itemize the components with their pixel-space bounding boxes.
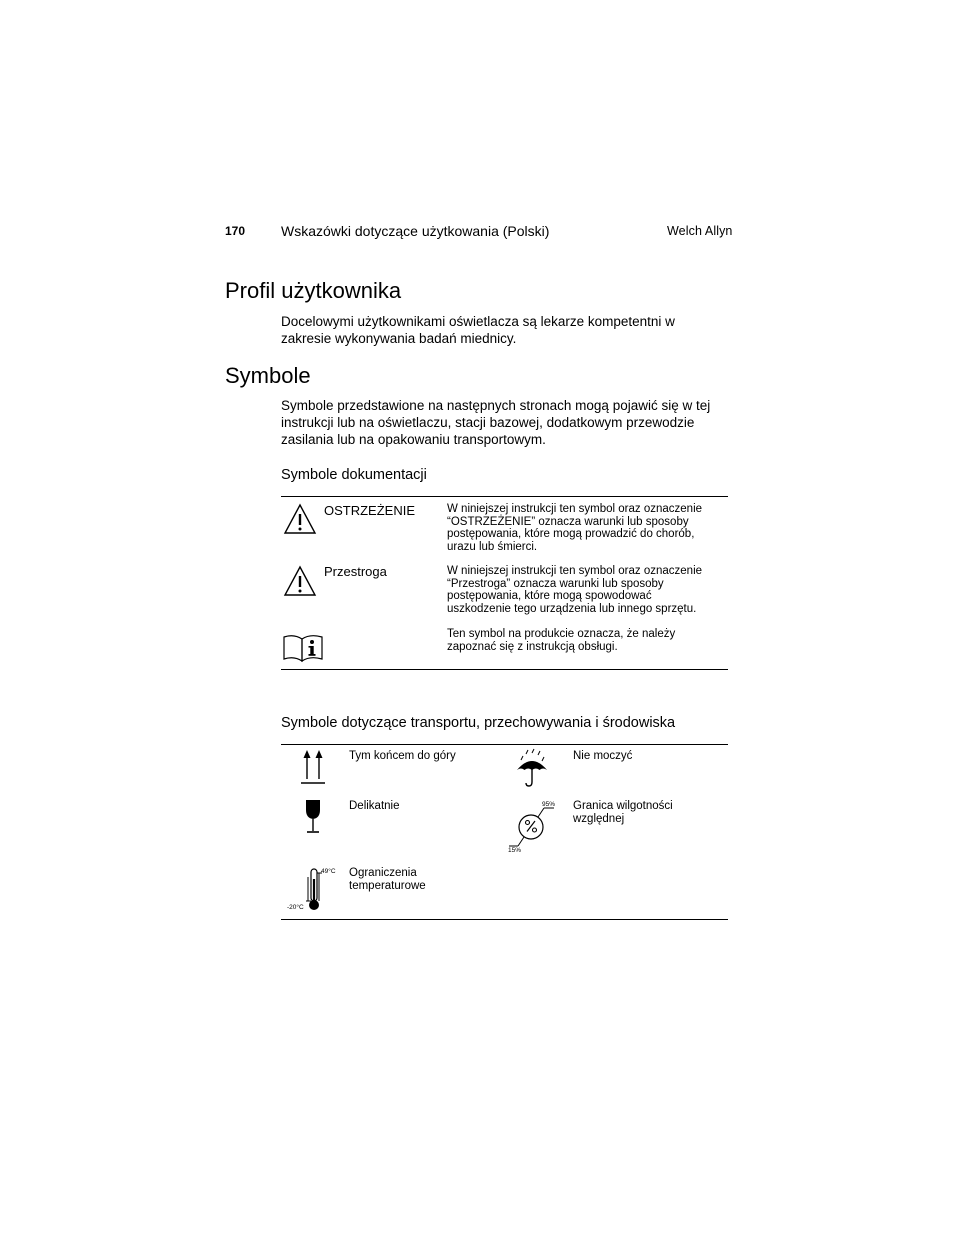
doc-desc-line: postępowania, które mogą spowodować — [447, 590, 652, 602]
keep-dry-umbrella-icon — [514, 748, 550, 788]
transport-label-line: Delikatnie — [349, 800, 400, 812]
transport-label-line: temperaturowe — [349, 879, 426, 892]
doc-row-label: Przestroga — [324, 564, 387, 579]
warning-triangle-icon — [283, 503, 317, 535]
doc-row-label: OSTRZEŻENIE — [324, 503, 416, 518]
transport-label-line: względnej — [573, 812, 625, 825]
profile-line: Docelowymi użytkownikami oświetlacza są lekarze kompetentni w — [281, 314, 675, 329]
transport-item-label — [349, 750, 456, 763]
profile-heading: Profil użytkownika — [225, 278, 402, 303]
caution-triangle-icon — [283, 565, 317, 597]
symbols-line: Symbole przedstawione na następnych stronach mogą pojawić się w tej — [281, 398, 711, 413]
transport-label-line: Granica wilgotności — [573, 800, 673, 812]
transport-item-label — [349, 867, 426, 892]
symbols-heading: Symbole — [225, 363, 311, 388]
doc-desc-line: W niniejszej instrukcji ten symbol oraz oznaczenie — [447, 503, 703, 515]
profile-paragraph — [281, 313, 731, 347]
doc-desc-line: Ten symbol na produkcie oznacza, że należy — [447, 628, 676, 640]
transport-item-label — [573, 750, 632, 763]
humidity-limit-icon — [506, 799, 560, 855]
temperature-limit-icon — [286, 865, 342, 913]
brand-name: Welch Allyn — [667, 224, 733, 238]
doc-desc-line: W niniejszej instrukcji ten symbol oraz oznaczenie — [447, 565, 703, 577]
doc-desc-line: zapoznać się z instrukcją obsługi. — [447, 640, 618, 653]
doc-desc-line: postępowania, które mogą prowadzić do chorób, — [447, 528, 695, 540]
doc-row-description — [447, 628, 675, 653]
doc-table-top-rule — [281, 496, 728, 497]
page-number: 170 — [225, 224, 246, 238]
transport-table-bottom-rule — [281, 919, 728, 920]
symbols-paragraph — [281, 397, 731, 448]
humidity-upper-limit: 95% — [542, 801, 556, 808]
running-title: Wskazówki dotyczące użytkowania (Polski) — [281, 223, 550, 239]
symbols-line: instrukcji lub na oświetlaczu, stacji bazowej, dodatkowym przewodzie — [281, 415, 695, 430]
doc-row-description — [447, 503, 702, 553]
instruction-book-icon — [282, 633, 324, 663]
doc-symbols-heading: Symbole dokumentacji — [281, 467, 427, 483]
temperature-lower-limit: -20°C — [287, 904, 304, 911]
transport-item-label — [349, 800, 400, 813]
transport-label-line: Nie moczyć — [573, 750, 633, 762]
doc-row-description — [447, 565, 702, 615]
symbols-line: zasilania lub na opakowaniu transportowym. — [281, 432, 546, 447]
temperature-upper-limit: 49°C — [321, 868, 336, 875]
fragile-glass-icon — [304, 798, 322, 836]
transport-table-top-rule — [281, 744, 728, 745]
doc-desc-line: urazu lub śmierci. — [447, 540, 538, 553]
this-way-up-icon — [299, 749, 327, 785]
doc-table-bottom-rule — [281, 669, 728, 670]
doc-desc-line: uszkodzenie tego urządzenia lub innego sprzętu. — [447, 602, 697, 615]
transport-label-line: Tym końcem do góry — [349, 750, 456, 762]
profile-line: zakresie wykonywania badań miednicy. — [281, 331, 517, 346]
doc-desc-line: “Przestroga” oznacza warunki lub sposoby — [447, 577, 664, 590]
humidity-lower-limit: 15% — [508, 847, 522, 854]
transport-item-label — [573, 800, 673, 825]
doc-desc-line: “OSTRZEŻENIE” oznacza warunki lub sposoby — [447, 515, 689, 528]
transport-label-line: Ograniczenia — [349, 867, 417, 879]
transport-symbols-heading: Symbole dotyczące transportu, przechowywania i środowiska — [281, 715, 676, 731]
